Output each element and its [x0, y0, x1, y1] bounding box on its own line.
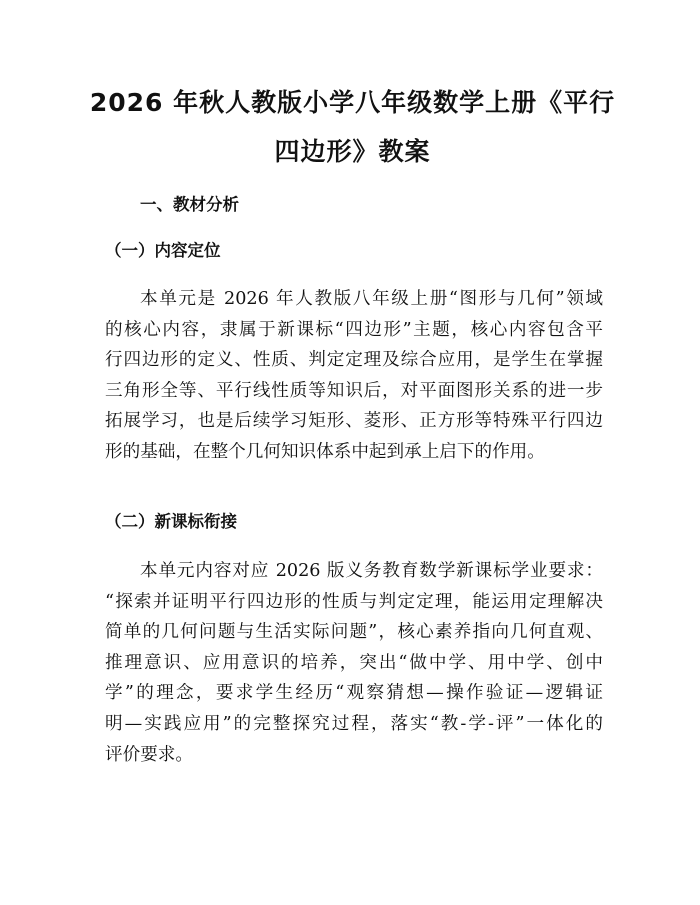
- paragraph-line: 形的基础，在整个几何知识体系中起到承上启下的作用。: [105, 441, 545, 462]
- paragraph-line: 明—实践应用”的完整探究过程，落实“教-学-评”一体化的: [105, 713, 603, 734]
- paragraph-line: 学”的理念，要求学生经历“观察猜想—操作验证—逻辑证: [105, 683, 603, 704]
- paragraph-line: 简单的几何问题与生活实际问题”，核心素养指向几何直观、: [105, 622, 603, 643]
- paragraph-line: 行四边形的定义、性质、判定定理及综合应用，是学生在掌握: [105, 350, 603, 371]
- paragraph-line: 本单元是 2026 年人教版八年级上册“图形与几何”领域: [140, 289, 603, 309]
- document-title: [80, 78, 625, 176]
- paragraph-line: 三角形全等、平行线性质等知识后，对平面图形关系的进一步: [105, 380, 603, 401]
- paragraph-curriculum-connection: [105, 556, 603, 770]
- paragraph-line: 推理意识、应用意识的培养，突出“做中学、用中学、创中: [105, 652, 603, 673]
- paragraph-line: “探索并证明平行四边形的性质与判定定理，能运用定理解决: [105, 591, 603, 612]
- paragraph-content-positioning: [105, 284, 603, 468]
- subsection-heading-content-positioning: （一）内容定位: [105, 241, 221, 260]
- subsection-heading-curriculum-connection: （二）新课标衔接: [105, 512, 237, 531]
- paragraph-line: 拓展学习，也是后续学习矩形、菱形、正方形等特殊平行四边: [105, 411, 603, 432]
- document-title-line-2: 四边形》教案: [274, 137, 431, 166]
- paragraph-line: 本单元内容对应 2026 版义务教育数学新课标学业要求：: [140, 561, 603, 581]
- document-title-line-1: 2026 年秋人教版小学八年级数学上册《平行: [89, 88, 616, 117]
- paragraph-line: 的核心内容，隶属于新课标“四边形”主题，核心内容包含平: [105, 319, 603, 340]
- paragraph-line: 评价要求。: [105, 744, 193, 765]
- section-heading-teaching-material-analysis: 一、教材分析: [140, 195, 239, 214]
